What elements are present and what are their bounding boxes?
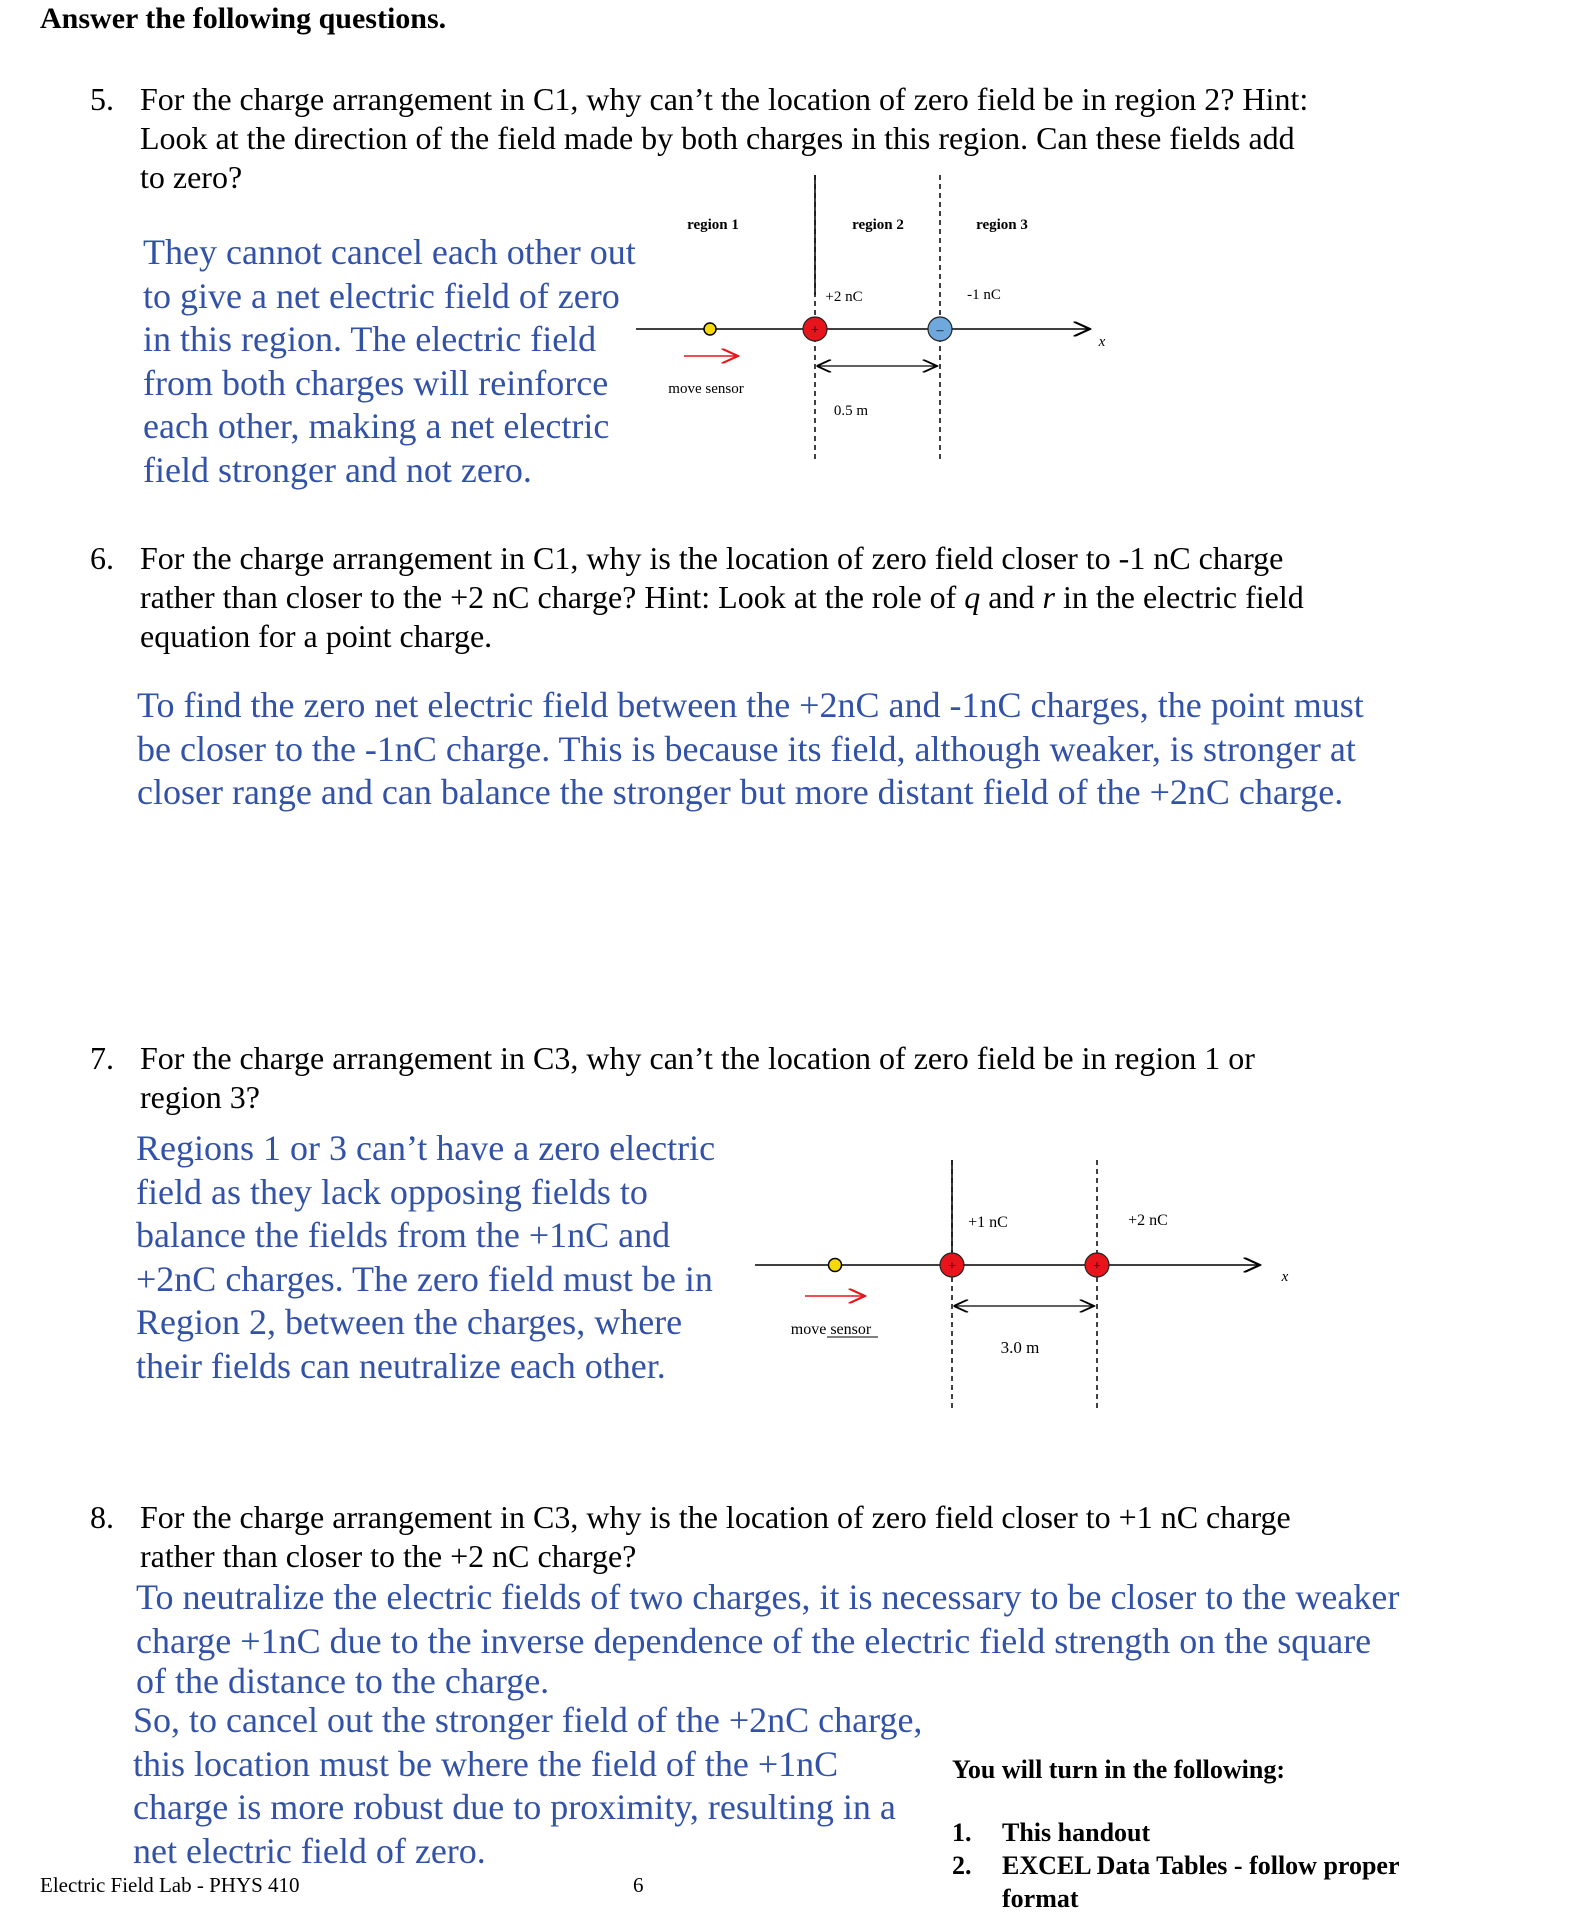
turn-in-list [952,1818,1400,1914]
turn-in-item [952,1818,1400,1851]
diagram-c3 [745,1160,1305,1420]
answer-5-line: each other, making a net electric [143,406,610,446]
answer-8b [133,1699,922,1873]
answer-6 [137,684,1364,815]
answer-6-line: be closer to the -1nC charge. This is because its field, although weaker, is stronger at [137,728,1356,769]
answer-5-line: from both charges will reinforce [143,362,609,403]
answer-8-line: net electric field of zero. [133,1830,486,1871]
answer-7-line: Regions 1 or 3 can’t have a zero electric [136,1128,716,1168]
positive-charge-sign: + [811,323,819,338]
diagram-c1 [630,175,1110,475]
question-7-text [140,1039,1255,1117]
answer-5-line: They cannot cancel each other out [143,232,636,272]
answer-6-line: To find the zero net electric field between the +2nC and -1nC charges, the point must [137,685,1364,725]
answer-8-line: charge +1nC due to the inverse dependence of the electric field strength on the square [136,1620,1372,1661]
answer-7-line: balance the fields from the +1nC and [136,1215,671,1255]
answer-5 [143,231,636,492]
answer-8-line: charge is more robust due to proximity, resulting in a [133,1787,896,1827]
question-8-number: 8. [90,1499,114,1535]
question-5-line: For the charge arrangement in C1, why can’t the location of zero field be in region 2? Hint: [140,81,1309,117]
answer-5-line: to give a net electric field of zero [143,275,620,316]
charge-label-minus1: -1 nC [967,287,1001,303]
positive-charge-2-sign: + [1093,1259,1101,1274]
page-number: 6 [633,1873,644,1897]
turn-in-item-cut: format [1002,1884,1079,1913]
charge-label-plus2: +2 nC [825,289,863,305]
r-symbol: r [1042,579,1055,615]
answer-8-line: of the distance to the charge. [136,1661,550,1701]
answer-6-line: closer range and can balance the stronger but more distant field of the +2nC charge. [137,772,1344,812]
turn-in-item [952,1851,1400,1884]
question-6-line: equation for a point charge. [140,618,493,654]
question-7-number: 7. [90,1040,114,1076]
question-5-number: 5. [90,81,114,117]
question-6-line: For the charge arrangement in C1, why is the location of zero field closer to -1 nC charge [140,540,1284,576]
answer-7-line: their fields can neutralize each other. [136,1345,666,1386]
charge-label-plus2: +2 nC [1128,1212,1168,1229]
question-6-line-part: rather than closer to the +2 nC charge? Hint: Look at the role of [140,579,957,615]
distance-label: 0.5 m [833,403,869,419]
question-8-text [140,1498,1291,1576]
answer-7-line: +2nC charges. The zero field must be in [136,1258,713,1299]
question-6-number: 6. [90,540,114,576]
move-sensor-label: move sensor [668,381,744,397]
region-2-label: region 2 [852,217,904,233]
question-6-text [140,539,1304,656]
question-7-line: For the charge arrangement in C3, why can’t the location of zero field be in region 1 or [140,1040,1255,1076]
distance-label: 3.0 m [1000,1338,1040,1357]
question-6-line [140,578,1304,617]
positive-charge-1-sign: + [948,1259,956,1274]
sensor-marker [829,1259,842,1272]
question-7-line: region 3? [140,1079,260,1115]
question-5-line: Look at the direction of the field made by both charges in this region. Can these fields add [140,120,1295,156]
charge-label-plus1: +1 nC [968,1214,1008,1231]
footer-title: Electric Field Lab - PHYS 410 [40,1873,300,1897]
answer-8-line: So, to cancel out the stronger field of the +2nC charge, [133,1700,923,1740]
answer-8-line: this location must be where the field of the +1nC [133,1743,839,1784]
sensor-marker [704,323,716,335]
answer-8-line: To neutralize the electric fields of two charges, it is necessary to be closer to the weaker [136,1577,1400,1617]
x-axis-label: x [1098,334,1106,350]
question-6-and: and [988,579,1035,615]
answer-5-line: in this region. The electric field [143,319,597,359]
answer-5-line: field stronger and not zero. [143,449,532,490]
turn-in-item-text: EXCEL Data Tables - follow proper [1002,1851,1400,1880]
region-1-label: region 1 [687,217,739,233]
question-5-line: to zero? [140,159,243,195]
negative-charge-sign: – [936,323,944,338]
turn-in-item-number: 1. [952,1818,972,1847]
answer-8a [136,1576,1399,1699]
move-sensor-label: move sensor [790,1321,872,1338]
turn-in-item-text: This handout [1002,1818,1151,1847]
question-8-line: For the charge arrangement in C3, why is the location of zero field closer to +1 nC charge [140,1499,1291,1535]
x-axis-label: x [1281,1269,1289,1285]
region-3-label: region 3 [976,217,1028,233]
turn-in-item-number: 2. [952,1851,972,1880]
answer-7-line: field as they lack opposing fields to [136,1171,648,1212]
turn-in-title: You will turn in the following: [952,1755,1285,1784]
question-6-line-tail: in the electric field [1062,579,1304,615]
question-8-line: rather than closer to the +2 nC charge? [140,1538,637,1574]
q-symbol: q [964,579,981,615]
answer-7-line: Region 2, between the charges, where [136,1302,683,1342]
page-heading: Answer the following questions. [40,2,447,35]
answer-7 [136,1127,715,1388]
